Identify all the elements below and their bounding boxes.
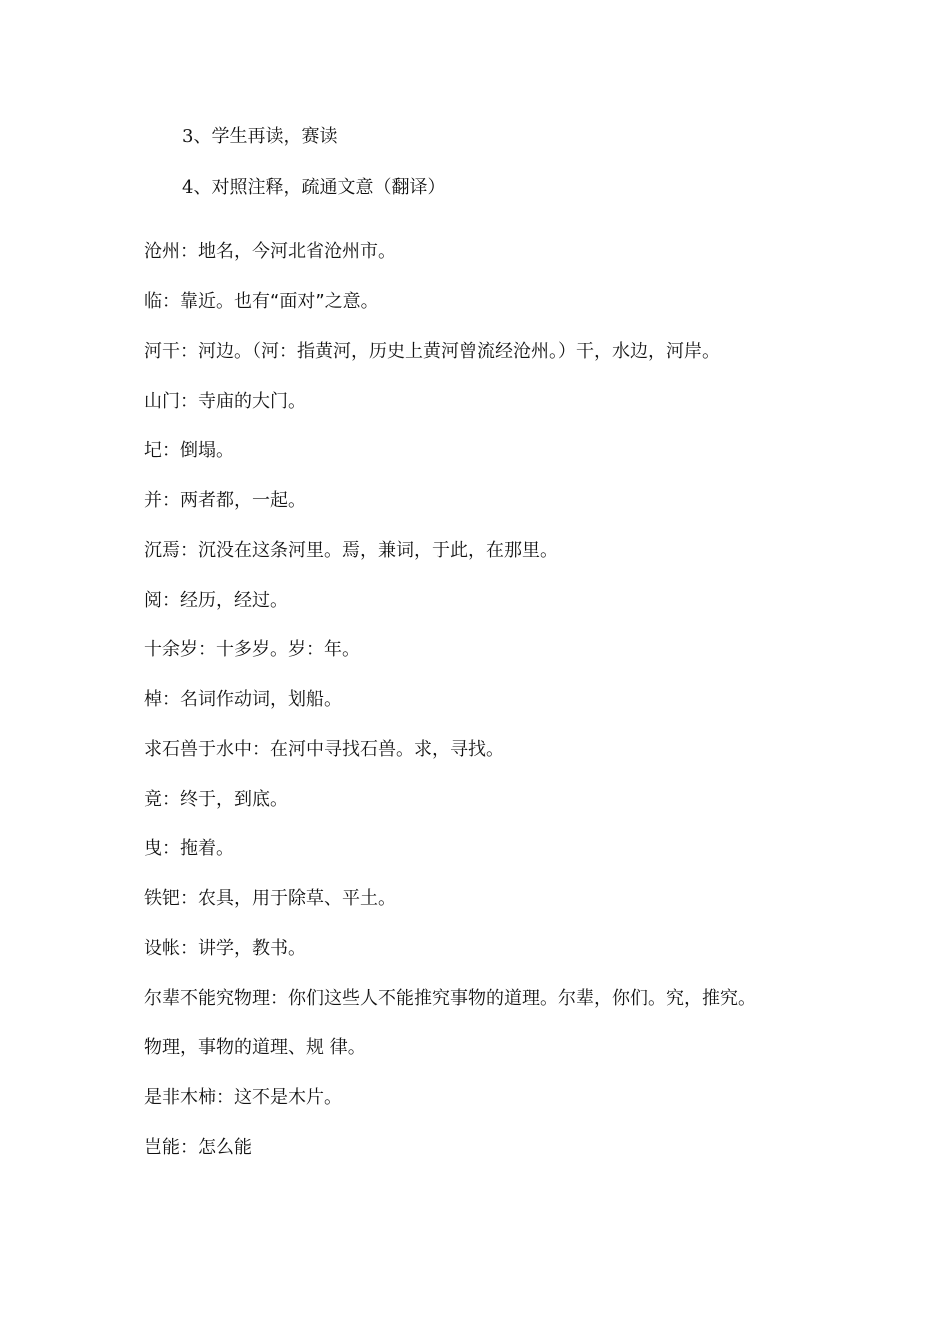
annotation-line: 设帐：讲学，教书。 [144,938,306,959]
annotation-line: 圮：倒塌。 [144,440,234,461]
step-translate: 4、对照注释，疏通文意（翻译） [182,177,446,198]
annotation-line: 河干：河边。（河：指黄河，历史上黄河曾流经沧州。）干，水边，河岸。 [144,341,720,362]
annotation-line: 沉焉：沉没在这条河里。焉，兼词，于此，在那里。 [144,540,558,561]
annotation-line: 岂能：怎么能 [144,1137,252,1158]
annotation-line: 物理，事物的道理、规 律。 [144,1037,366,1058]
annotation-line: 阅：经历，经过。 [144,590,288,611]
annotation-line: 尔辈不能究物理：你们这些人不能推究事物的道理。尔辈，你们。究，推究。 [144,988,756,1009]
annotation-line: 十余岁：十多岁。岁：年。 [144,639,360,660]
annotation-line: 山门：寺庙的大门。 [144,391,306,412]
step-reread: 3、学生再读，赛读 [182,126,338,147]
annotation-line: 临：靠近。也有“面对”之意。 [144,291,379,312]
annotation-line: 棹：名词作动词，划船。 [144,689,342,710]
annotation-line: 是非木柿：这不是木片。 [144,1087,342,1108]
annotation-line: 求石兽于水中：在河中寻找石兽。求，寻找。 [144,739,504,760]
annotation-line: 并：两者都，一起。 [144,490,306,511]
annotation-line: 竟：终于，到底。 [144,789,288,810]
annotation-line: 曳：拖着。 [144,838,234,859]
annotation-line: 铁钯：农具，用于除草、平土。 [144,888,396,909]
annotation-line: 沧州：地名，今河北省沧州市。 [144,241,396,262]
